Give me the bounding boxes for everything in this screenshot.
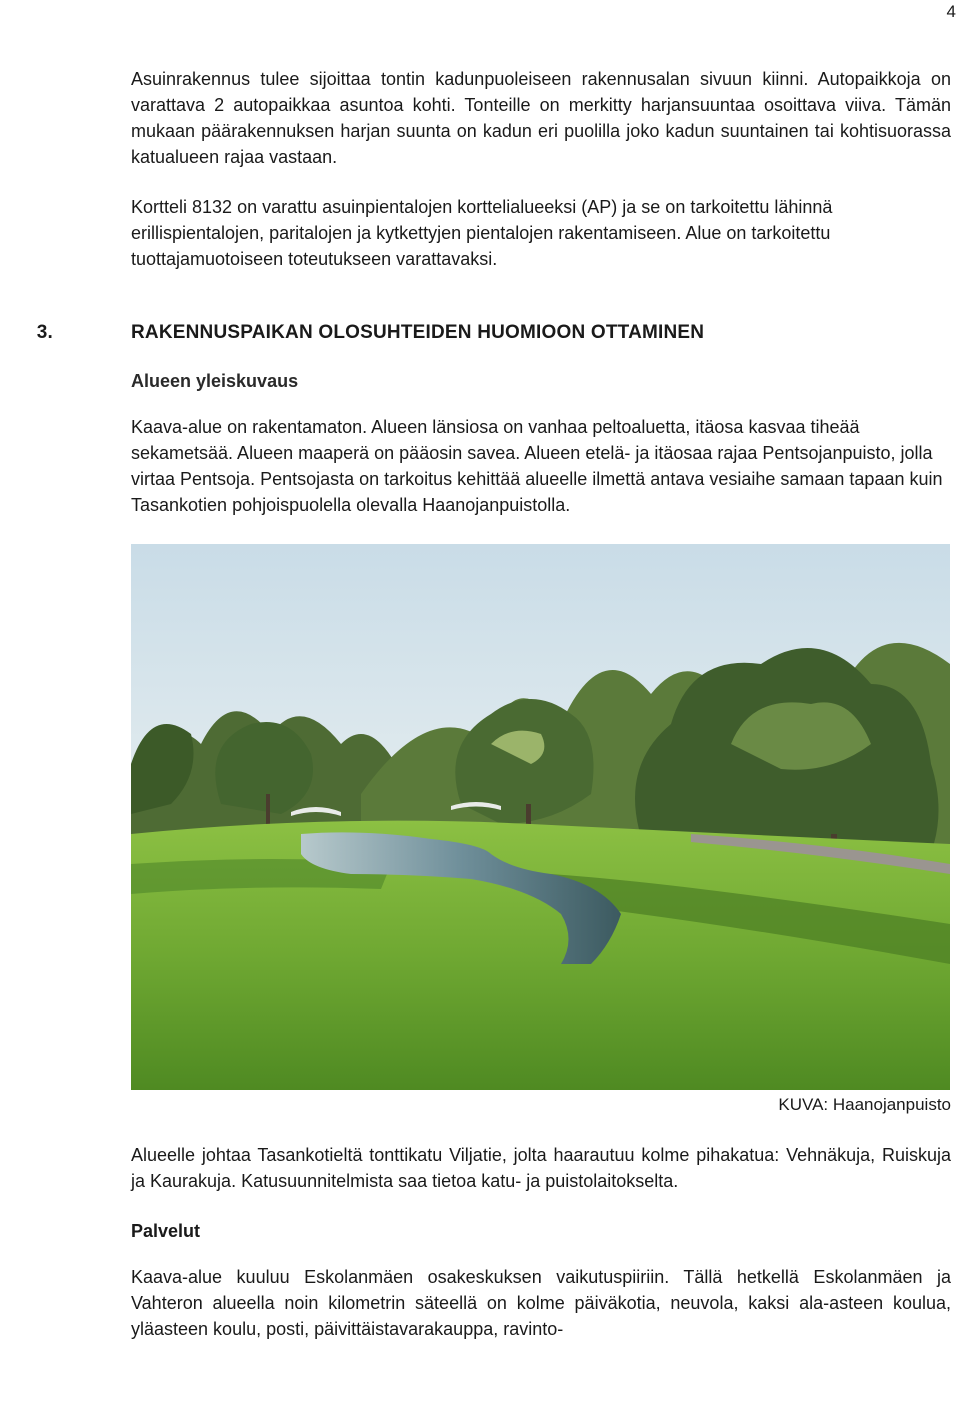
paragraph-block-8132: Kortteli 8132 on varattu asuinpientalojen korttelialueeksi (AP) ja se on tarkoitettu lähinnä erillispientalojen, paritalojen ja kytkettyjen pientalojen rakentamiseen. Alue on tarkoitettu tuottajamuotoiseen toteutukseen varattavaksi. <box>131 197 833 269</box>
section-heading <box>36 320 951 346</box>
paragraph-access-streets: Alueelle johtaa Tasankotieltä tonttikatu Viljatie, jolta haarautuu kolme pihakatua: Vehnäkuja, Ruiskuja ja Kaurakuja. Katusuunnitelmista saa tietoa katu- ja puistolaitokselta. <box>131 1145 951 1191</box>
paragraph-area-overview: Kaava-alue on rakentamaton. Alueen länsiosa on vanhaa peltoaluetta, itäosa kasvaa tiheää sekametsää. Alueen maaperä on pääosin savea. Alueen etelä- ja itäosaa rajaa Pentsojanpuisto, jolla virtaa Pentsoja. Pentsojasta on tarkoitus kehittää alueelle ilmettä antava vesiaihe samaan tapaan kuin Tasankotien pohjoispuolella olevalla Haanojanpuistolla. <box>131 417 943 515</box>
figure-caption: KUVA: Haanojanpuisto <box>778 1095 951 1114</box>
page-number: 4 <box>946 2 956 21</box>
park-photo-illustration <box>131 544 950 1090</box>
document-body <box>36 66 951 1342</box>
park-photo <box>131 544 950 1090</box>
section-title: RAKENNUSPAIKAN OLOSUHTEIDEN HUOMIOON OTTAMINEN <box>131 322 705 343</box>
subsection-title-overview: Alueen yleiskuvaus <box>131 371 299 391</box>
section-number: 3. <box>36 322 53 343</box>
paragraph-building-placement: Asuinrakennus tulee sijoittaa tontin kadunpuoleiseen rakennusalan sivuun kiinni. Autopaikkoja on varattava 2 autopaikkaa asuntoa kohti. Tonteille on merkitty harjansuuntaa osoittava viiva. Tämän mukaan päärakennuksen harjan suunta on kadun eri puolilla joko kadun suuntainen tai kohtisuorassa katualueen rajaa vastaan. <box>131 69 951 167</box>
paragraph-services: Kaava-alue kuuluu Eskolanmäen osakeskuksen vaikutuspiiriin. Tällä hetkellä Eskolanmäen ja Vahteron alueella noin kilometrin säteellä on kolme päiväkotia, neuvola, kaksi ala-asteen koulua, yläasteen koulu, posti, päivittäistavarakauppa, ravinto- <box>131 1267 951 1339</box>
subsection-title-services: Palvelut <box>131 1221 201 1241</box>
